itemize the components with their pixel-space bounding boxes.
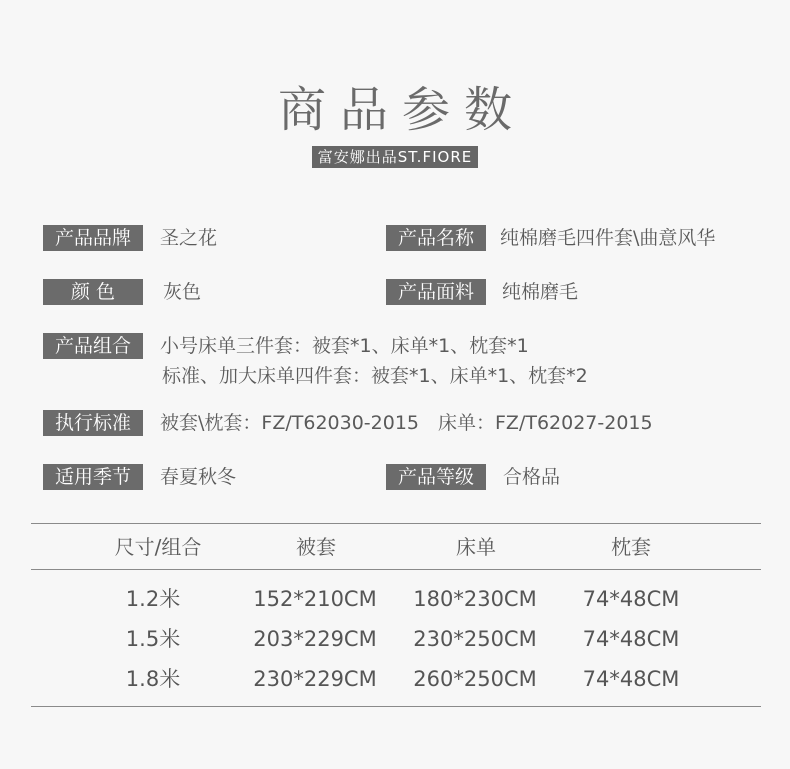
subtitle-wrap bbox=[0, 146, 790, 168]
grade-label: 产品等级 bbox=[386, 464, 486, 490]
table-cell: 1.8米 bbox=[125, 667, 181, 691]
season-value: 春夏秋冬 bbox=[160, 466, 237, 488]
brand-value: 圣之花 bbox=[160, 227, 218, 249]
combo-line-2: 标准、加大床单四件套：被套*1、床单*1、枕套*2 bbox=[162, 365, 588, 387]
color-value: 灰色 bbox=[163, 281, 202, 303]
table-cell: 1.5米 bbox=[125, 627, 181, 651]
combo-label: 产品组合 bbox=[43, 333, 143, 359]
table-header-sheet: 床单 bbox=[456, 535, 496, 559]
brand-label: 产品品牌 bbox=[43, 225, 143, 251]
table-cell: 230*250CM bbox=[413, 627, 537, 651]
table-cell: 260*250CM bbox=[413, 667, 537, 691]
table-cell: 203*229CM bbox=[253, 627, 377, 651]
table-bottom-rule bbox=[31, 706, 761, 707]
table-header-rule bbox=[31, 569, 761, 570]
standard-label: 执行标准 bbox=[43, 410, 143, 436]
fabric-label: 产品面料 bbox=[386, 279, 486, 305]
grade-value: 合格品 bbox=[503, 466, 561, 488]
product-name-label: 产品名称 bbox=[386, 225, 486, 251]
table-cell: 180*230CM bbox=[413, 587, 537, 611]
table-cell: 74*48CM bbox=[582, 667, 680, 691]
color-label: 颜 色 bbox=[43, 279, 143, 305]
table-cell: 74*48CM bbox=[582, 587, 680, 611]
brand-subtitle: 富安娜出品ST.FIORE bbox=[312, 146, 478, 168]
page-title: 商品参数 bbox=[277, 82, 526, 138]
season-label: 适用季节 bbox=[43, 464, 143, 490]
table-cell: 74*48CM bbox=[582, 627, 680, 651]
table-cell: 230*229CM bbox=[253, 667, 377, 691]
table-cell: 152*210CM bbox=[253, 587, 377, 611]
product-name-value: 纯棉磨毛四件套\曲意风华 bbox=[500, 227, 716, 249]
table-header-duvet: 被套 bbox=[296, 535, 336, 559]
standard-value: 被套\枕套：FZ/T62030-2015 床单：FZ/T62027-2015 bbox=[160, 412, 653, 434]
table-header-pillowcase: 枕套 bbox=[611, 535, 651, 559]
fabric-value: 纯棉磨毛 bbox=[502, 281, 579, 303]
combo-line-1: 小号床单三件套：被套*1、床单*1、枕套*1 bbox=[160, 335, 529, 357]
table-top-rule bbox=[31, 523, 761, 524]
table-header-size: 尺寸/组合 bbox=[114, 535, 202, 559]
table-cell: 1.2米 bbox=[125, 587, 181, 611]
